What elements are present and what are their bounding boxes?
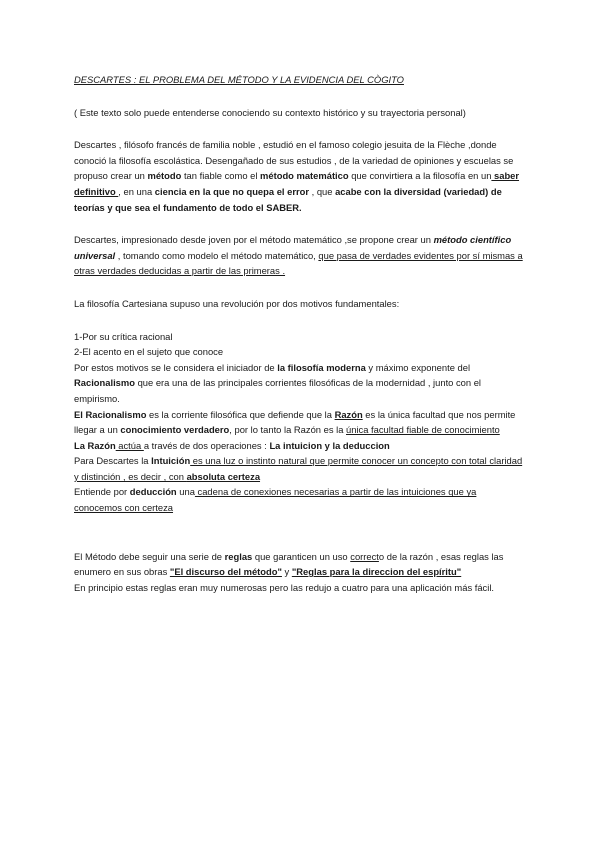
paragraph-descartes-intro: Descartes , filósofo francés de familia noble , estudió en el famoso colegio jesuita de la Flèche ,donde conoció la filosofía escolástica. Desengañado de sus estudios , de la variedad de opiniones y escuelas se propuso crear un método tan fiable como el método matemático que convirtiera a la filosofía en un saber definitivo , en una ciencia en la que no quepa el error , que acabe con la diversidad (variedad) de teorías y que sea el fundamento de todo el SABER. xyxy=(74,139,520,213)
list-item-sujeto: 2-El acento en el sujeto que conoce xyxy=(74,346,224,358)
paragraph-metodo-reglas: El Método debe seguir una serie de reglas que garanticen un uso correcto de la razón , esas reglas las enumero en sus obras "El discurso del método" y "Reglas para la direccion del espíritu" xyxy=(74,550,504,578)
paragraph-metodo-universal: Descartes, impresionado desde joven por el método matemático ,se propone crear un método científico universal , tomando como modelo el método matemático, que pasa de verdades evidentes por sí mismas a otras verdades deducidas a partir de las primeras . xyxy=(74,234,523,277)
paragraph-deduccion: Entiende por deducción una cadena de conexiones necesarias a partir de las intuiciones que ya conocemos con certeza xyxy=(74,486,477,514)
paragraph-razon-operaciones: La Razón actúa a través de dos operaciones : La intuicion y la deduccion xyxy=(74,439,390,451)
context-note: ( Este texto solo puede entenderse conociendo su contexto histórico y su trayectoria personal) xyxy=(74,106,466,118)
list-item-critica: 1-Por su crítica racional xyxy=(74,330,173,342)
document-title: DESCARTES : EL PROBLEMA DEL MÉTODO Y LA EVIDENCIA DEL CÒGITO xyxy=(74,74,404,85)
paragraph-intuicion: Para Descartes la Intuición es una luz o instinto natural que permite conocer un concepto con total claridad y distinción , es decir , con absoluta certeza xyxy=(74,455,523,482)
paragraph-filosofia-moderna: Por estos motivos se le considera el iniciador de la filosofía moderna y máximo exponente del Racionalismo que era una de las principales corrientes filosóficas de la modernidad , junto con el empirismo. xyxy=(74,361,482,404)
paragraph-revolucion: La filosofía Cartesiana supuso una revolución por dos motivos fundamentales: xyxy=(74,297,400,309)
paragraph-reglas-reducidas: En principio estas reglas eran muy numerosas pero las redujo a cuatro para una aplicación más fácil. xyxy=(74,581,495,593)
paragraph-racionalismo: El Racionalismo es la corriente filosófica que defiende que la Razón es la única facultad que nos permite llegar a un conocimiento verdadero, por lo tanto la Razón es la única facultad fiable de conocimiento xyxy=(74,408,516,436)
